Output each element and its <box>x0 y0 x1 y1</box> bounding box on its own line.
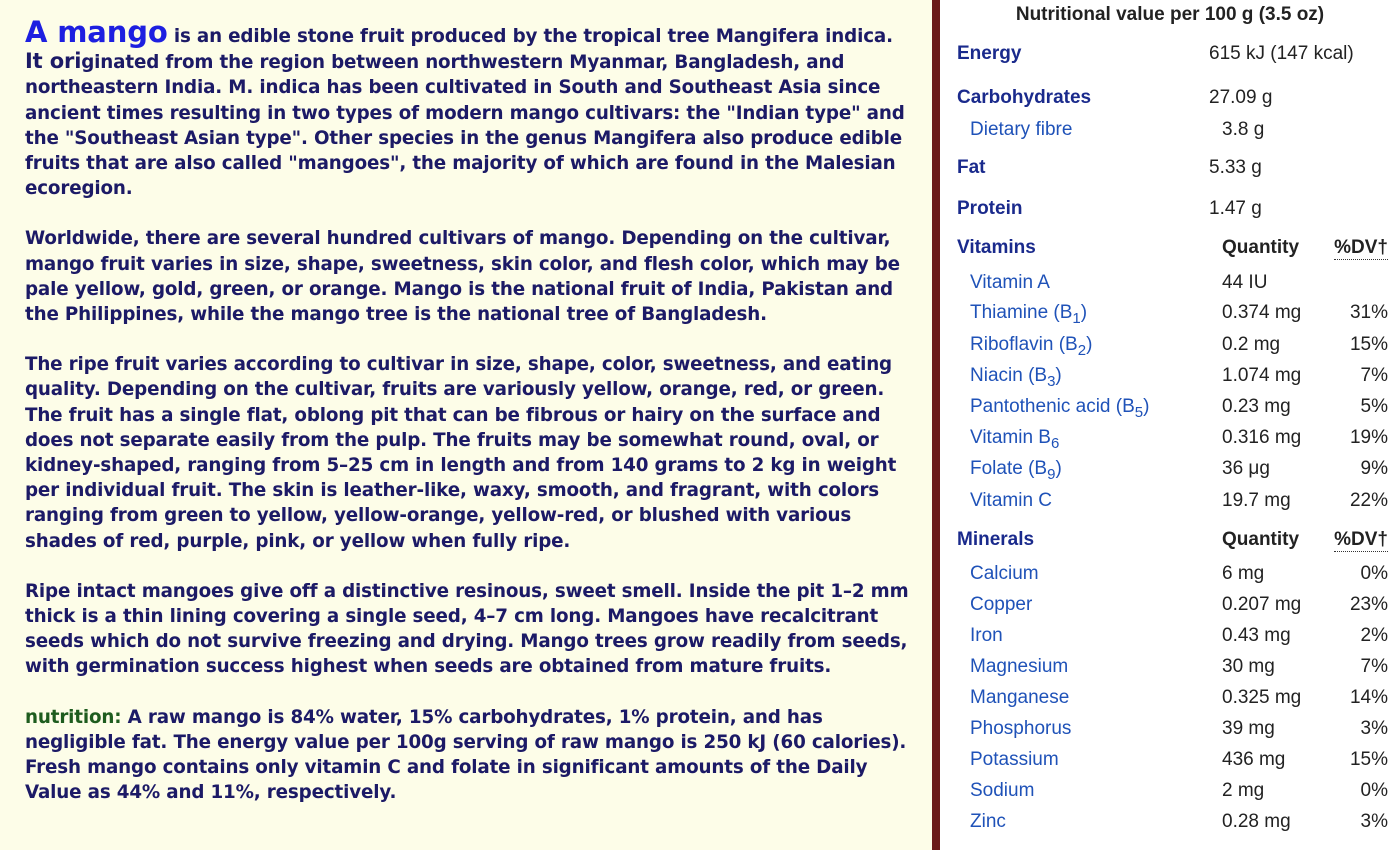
mineral-quantity: 39 mg <box>1222 718 1275 739</box>
paragraph-nutrition <box>25 705 922 806</box>
paragraph-1-text: ginated from the region between northwestern Myanmar, Bangladesh, and northeastern India. M. indica has been cultivated in South and Southeast Asia since ancient times resulting in two types of modern mango cultivars: the "Indian type" and the "Southeast Asian type". Other species in the genus Mangifera also produce edible fruits that are also called "mangoes", the majority of which are found in the Malesian ecoregion. <box>25 52 905 200</box>
mineral-name[interactable]: Sodium <box>970 780 1035 801</box>
vitamin-dv: 19% <box>1349 427 1388 448</box>
vitamins-header[interactable]: Vitamins <box>957 237 1036 258</box>
paragraph-3: The ripe fruit varies according to cultivar in size, shape, color, sweetness, and eating quality. Depending on the cultivar, fruits are variously yellow, orange, red, or green. The fruit has a single flat, oblong pit that can be fibrous or hairy on the surface and does not separate easily from the pulp. The fruits may be somewhat round, oval, or kidney-shaped, ranging from 5–25 cm in length and from 140 grams to 2 kg in weight per individual fruit. The skin is leather-like, waxy, smooth, and fragrant, with colors ranging from green to yellow, yellow-orange, yellow-red, or blushed with various shades of red, purple, pink, or yellow when fully ripe. <box>25 354 897 552</box>
vitamin-name-close: ) <box>1055 365 1062 386</box>
mineral-name[interactable]: Phosphorus <box>970 718 1072 739</box>
paragraph-2: Worldwide, there are several hundred cultivars of mango. Depending on the cultivar, mango fruit varies in size, shape, sweetness, skin color, and flesh color, which may be pale yellow, gold, green, or orange. Mango is the national fruit of India, Pakistan and the Philippines, while the mango tree is the national tree of Bangladesh. <box>25 228 900 326</box>
paragraph-4: Ripe intact mangoes give off a distinctive resinous, sweet smell. Inside the pit 1–2 mm thick is a thin lining covering a single seed, 4–7 cm long. Mangoes have recalcitrant seeds which do not survive freezing and drying. Mango trees grow readily from seeds, with germination success highest when seeds are obtained from mature fruits. <box>25 580 909 678</box>
vitamin-quantity: 19.7 mg <box>1222 490 1291 511</box>
vitamin-row <box>940 334 1400 360</box>
mineral-name[interactable]: Zinc <box>970 811 1006 832</box>
mineral-dv: 3% <box>1360 811 1388 832</box>
mineral-name[interactable]: Magnesium <box>970 656 1069 677</box>
protein-row <box>940 198 1400 224</box>
mineral-quantity: 0.207 mg <box>1222 594 1302 615</box>
fat-label[interactable]: Fat <box>957 157 986 178</box>
vitamin-quantity: 0.374 mg <box>1222 302 1302 323</box>
mineral-name[interactable]: Copper <box>970 594 1033 615</box>
vitamin-quantity: 0.23 mg <box>1222 396 1291 417</box>
vitamin-subscript: 6 <box>1050 434 1060 452</box>
mineral-quantity: 30 mg <box>1222 656 1275 677</box>
carbohydrates-label[interactable]: Carbohydrates <box>957 87 1092 108</box>
vitamin-subscript: 5 <box>1134 403 1144 421</box>
dietary-fibre-label[interactable]: Dietary fibre <box>970 119 1073 140</box>
vitamin-subscript: 3 <box>1047 372 1056 390</box>
minerals-quantity-header: Quantity <box>1222 529 1300 550</box>
energy-label[interactable]: Energy <box>957 43 1022 64</box>
vitamin-name-close: ) <box>1143 396 1150 417</box>
dietary-fibre-value: 3.8 g <box>1222 119 1265 140</box>
mineral-row <box>940 780 1400 806</box>
mineral-quantity: 6 mg <box>1222 563 1265 584</box>
mineral-dv: 2% <box>1360 625 1388 646</box>
vitamin-name[interactable] <box>970 272 1050 294</box>
vitamin-subscript: 1 <box>1072 309 1081 327</box>
vitamin-quantity: 44 IU <box>1222 272 1268 293</box>
vitamin-name-close: ) <box>1055 458 1062 479</box>
energy-row <box>940 43 1400 69</box>
vitamin-row <box>940 427 1400 453</box>
mineral-dv: 0% <box>1360 563 1388 584</box>
vitamin-row <box>940 490 1400 516</box>
nutrition-text: A raw mango is 84% water, 15% carbohydrates, 1% protein, and has negligible fat. The energy value per 100g serving of raw mango is 250 kJ (60 calories). Fresh mango contains only vitamin C and folate in significant amounts of the Daily Value as 44% and 11%, respectively. <box>25 706 907 804</box>
mineral-row <box>940 687 1400 713</box>
vitamin-quantity: 36 μg <box>1222 458 1270 479</box>
mineral-quantity: 2 mg <box>1222 780 1265 801</box>
vitamin-name-text: Vitamin C <box>970 490 1053 511</box>
fat-value: 5.33 g <box>1209 157 1262 178</box>
vitamin-quantity: 0.2 mg <box>1222 334 1281 355</box>
vitamin-name[interactable] <box>970 490 1052 512</box>
vitamin-name[interactable] <box>970 396 1149 421</box>
mineral-row <box>940 563 1400 589</box>
protein-value: 1.47 g <box>1209 198 1262 219</box>
vitamin-name-close: ) <box>1080 302 1088 323</box>
mineral-row <box>940 811 1400 837</box>
mineral-name[interactable]: Iron <box>970 625 1003 646</box>
mineral-row <box>940 749 1400 775</box>
minerals-header-row <box>940 529 1400 555</box>
vitamin-name[interactable] <box>970 427 1059 452</box>
mineral-quantity: 0.43 mg <box>1222 625 1291 646</box>
mineral-dv: 0% <box>1360 780 1388 801</box>
panel-divider <box>932 0 940 850</box>
nutrition-table <box>940 0 1400 850</box>
mineral-name[interactable]: Calcium <box>970 563 1039 584</box>
vitamin-name-text: Thiamine (B <box>970 302 1073 323</box>
vitamin-row <box>940 458 1400 484</box>
carbohydrates-row <box>940 87 1400 113</box>
vitamin-name-text: Niacin (B <box>970 365 1048 386</box>
mineral-quantity: 0.28 mg <box>1222 811 1291 832</box>
vitamin-dv: 15% <box>1349 334 1388 355</box>
mineral-name[interactable]: Potassium <box>970 749 1059 770</box>
mineral-quantity: 436 mg <box>1222 749 1286 770</box>
mineral-dv: 3% <box>1360 718 1388 739</box>
vitamin-name-text: Vitamin A <box>970 272 1050 293</box>
minerals-dv-header[interactable]: %DV† <box>1334 529 1388 550</box>
vitamin-subscript: 2 <box>1077 341 1087 359</box>
vitamin-name[interactable] <box>970 365 1062 390</box>
vitamin-row <box>940 365 1400 391</box>
vitamin-quantity: 0.316 mg <box>1222 427 1302 448</box>
mineral-quantity: 0.325 mg <box>1222 687 1302 708</box>
energy-value: 615 kJ (147 kcal) <box>1209 43 1354 64</box>
mineral-dv: 7% <box>1360 656 1388 677</box>
vitamin-name[interactable] <box>970 302 1087 327</box>
vitamin-name-text: Riboflavin (B <box>970 334 1078 355</box>
vitamin-row <box>940 396 1400 422</box>
vitamin-row <box>940 272 1400 298</box>
mineral-row <box>940 656 1400 682</box>
mineral-row <box>940 594 1400 620</box>
dietary-fibre-row <box>940 119 1400 145</box>
vitamin-dv: 22% <box>1349 490 1388 511</box>
paragraph-1-lead: It ori <box>25 49 82 74</box>
vitamin-dv: 7% <box>1360 365 1388 386</box>
vitamin-dv: 5% <box>1360 396 1388 417</box>
article-title: A mango <box>25 15 168 49</box>
vitamin-name-text: Folate (B <box>970 458 1048 479</box>
carbohydrates-value: 27.09 g <box>1209 87 1273 108</box>
mineral-row <box>940 625 1400 651</box>
vitamin-name[interactable] <box>970 334 1092 359</box>
vitamins-quantity-header: Quantity <box>1222 237 1300 258</box>
nutrition-table-caption: Nutritional value per 100 g (3.5 oz) <box>1015 4 1325 25</box>
mineral-name[interactable]: Manganese <box>970 687 1070 708</box>
fat-row <box>940 157 1400 183</box>
vitamin-dv: 31% <box>1349 302 1388 323</box>
vitamin-subscript: 9 <box>1047 465 1056 483</box>
vitamin-quantity: 1.074 mg <box>1222 365 1302 386</box>
nutrition-label: nutrition: <box>25 706 122 728</box>
vitamin-dv: 9% <box>1360 458 1388 479</box>
minerals-header[interactable]: Minerals <box>957 529 1035 550</box>
vitamin-name-text: Pantothenic acid (B <box>970 396 1135 417</box>
vitamins-dv-header[interactable]: %DV† <box>1334 237 1388 258</box>
protein-label[interactable]: Protein <box>957 198 1023 219</box>
vitamin-name-close: ) <box>1086 334 1093 355</box>
vitamin-name[interactable] <box>970 458 1062 483</box>
intro-paragraph <box>25 15 922 201</box>
vitamin-name-text: Vitamin B <box>970 427 1051 448</box>
mineral-dv: 15% <box>1349 749 1388 770</box>
mineral-row <box>940 718 1400 744</box>
mineral-dv: 23% <box>1349 594 1388 615</box>
vitamin-row <box>940 302 1400 328</box>
intro-text: is an edible stone fruit produced by the tropical tree Mangifera indica. <box>167 26 893 47</box>
vitamins-header-row <box>940 237 1400 263</box>
mineral-dv: 14% <box>1349 687 1388 708</box>
